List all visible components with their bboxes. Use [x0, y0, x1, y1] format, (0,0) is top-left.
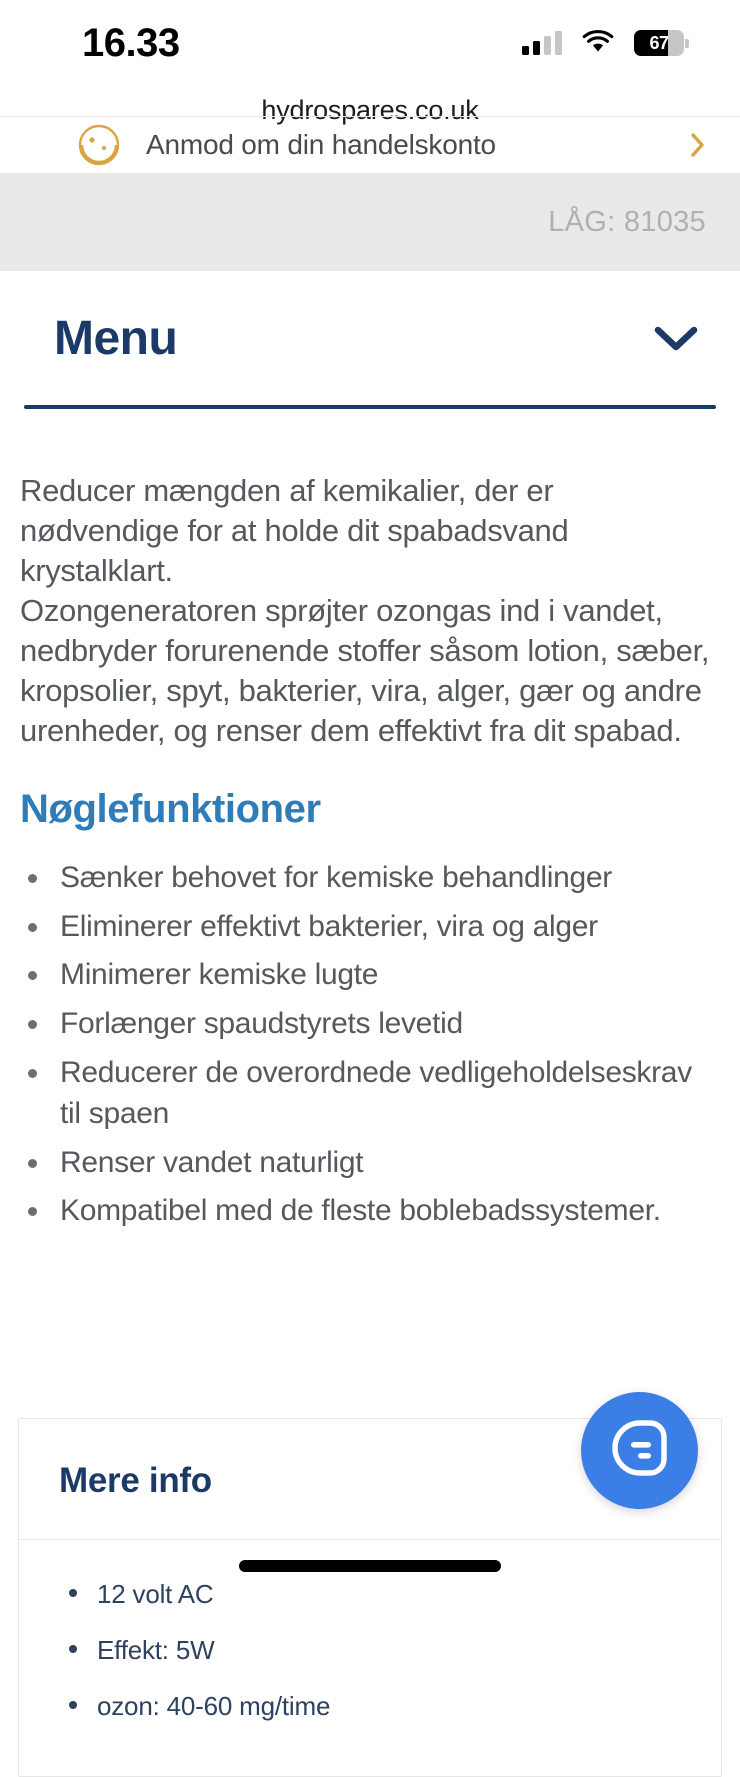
chevron-right-icon — [690, 132, 706, 158]
trade-account-banner[interactable] — [0, 116, 740, 174]
trade-badge-icon — [70, 122, 128, 168]
status-bar — [0, 0, 740, 86]
chevron-down-icon[interactable] — [652, 323, 700, 353]
product-description-section — [0, 471, 740, 1232]
list-item: Sænker behovet for kemiske behandlinger — [20, 858, 720, 899]
features-list — [20, 858, 720, 1232]
more-info-card-body — [19, 1540, 721, 1775]
more-info-card-title: Mere info — [59, 1461, 212, 1501]
menu-divider — [24, 405, 716, 409]
menu-accordion-toggle[interactable] — [22, 271, 718, 405]
menu-accordion — [0, 271, 740, 409]
list-item: Reducerer de overordnede vedligeholdelseskrav til spaen — [20, 1053, 720, 1135]
list-item: ozon: 40-60 mg/time — [59, 1690, 681, 1724]
description-paragraph: Ozongeneratoren sprøjter ozongas ind i vandet, nedbryder forurenende stoffer såsom lotion, sæber, kropsolier, spyt, bakterier, vira, alger, gær og andre urenheder, og renser dem effektivt fra dit spabad. — [20, 592, 710, 748]
status-bar-clock: 16.33 — [82, 20, 180, 65]
list-item: Eliminerer effektivt bakterier, vira og alger — [20, 907, 720, 948]
home-indicator — [239, 1560, 501, 1572]
list-item: Renser vandet naturligt — [20, 1143, 720, 1184]
list-item: Effekt: 5W — [59, 1634, 681, 1668]
sku-label: LÅG: 81035 — [548, 206, 706, 238]
cellular-signal-icon — [522, 31, 562, 55]
trade-account-banner-clip — [0, 129, 740, 174]
trade-account-banner-label: Anmod om din handelskonto — [146, 129, 496, 160]
list-item: Minimerer kemiske lugte — [20, 955, 720, 996]
url-text[interactable]: hydrospares.co.uk — [261, 94, 479, 125]
sku-band — [0, 174, 740, 271]
status-bar-icons — [522, 30, 684, 56]
wifi-icon — [582, 31, 614, 55]
list-item: Kompatibel med de fleste boblebadssystemer. — [20, 1191, 720, 1232]
battery-icon — [634, 30, 684, 56]
menu-title: Menu — [54, 311, 178, 365]
chat-widget-button[interactable] — [581, 1392, 698, 1509]
list-item: 12 volt AC — [59, 1578, 681, 1612]
description-paragraphs — [20, 471, 720, 751]
specs-list — [59, 1578, 681, 1723]
features-heading: Nøglefunktioner — [20, 786, 321, 831]
description-paragraph: Reducer mængden af kemikalier, der er nødvendige for at holde dit spabadsvand krystalklart. — [20, 473, 569, 588]
chat-bubble-icon — [609, 1417, 671, 1484]
battery-percentage: 67 — [649, 32, 669, 53]
list-item: Forlænger spaudstyrets levetid — [20, 1004, 720, 1045]
